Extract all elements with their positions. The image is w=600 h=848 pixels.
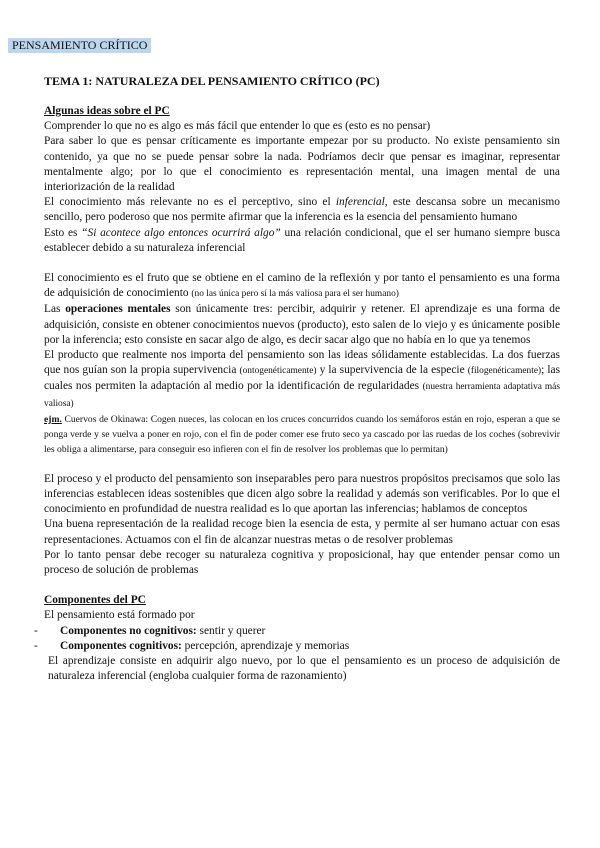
paragraph: El pensamiento está formado por [44, 609, 195, 622]
emphasis: inferencial [335, 196, 385, 209]
note: (no las única pero sí la más valiosa para el ser humano) [191, 289, 399, 300]
section-heading-ideas: Algunas ideas sobre el PC [44, 105, 170, 117]
list-item: - Componentes no cognitivos: sentir y querer [44, 624, 560, 639]
list-item: - Componentes cognitivos: percepción, aprendizaje y memorias [44, 639, 560, 654]
example-label: ejm. [44, 413, 62, 425]
paragraph: El proceso y el producto del pensamiento son inseparables pero para nuestros propósitos precisamos que solo las inferencias establecen ideas sostenibles que dicen algo sobre la realidad y además son verificables. Por lo que el conocimiento en profundidad de nuestra realidad es lo que aportan las inferencias; hablamos de conceptos [44, 472, 560, 516]
paragraph: Comprender lo que no es algo es más fácil que entender lo que es (esto es no pensar) [44, 120, 431, 133]
components-list [44, 624, 560, 654]
paragraph: Una buena representación de la realidad recoge bien la esencia de esta, y permite al ser humano actuar con esas representaciones. Actuamos con el fin de alcanzar nuestras metas o de resolver problemas [44, 518, 560, 546]
note: (filogenéticamente) [467, 366, 542, 377]
note: (nuestra herramienta adaptativa más valiosa) [44, 382, 560, 409]
note: (ontogenéticamente) [239, 366, 317, 377]
header-label: PENSAMIENTO CRÍTICO [8, 38, 151, 53]
paragraph: Por lo tanto pensar debe recoger su naturaleza cognitiva y proposicional, hay que entender pensar como un proceso de solución de problemas [44, 548, 560, 577]
document-body [44, 74, 560, 685]
paragraph: El conocimiento más relevante no es el perceptivo, sino el inferencial, este descansa sobre un mecanismo sencillo, pero poderoso que nos permite afirmar que la inferencia es la esencia del pensamiento humano [44, 196, 560, 224]
paragraph: El producto que realmente nos importa del pensamiento son las ideas sólidamente establecidas. La dos fuerzas que nos guían son la propia supervivencia (ontogenéticamente) y la supervivencia de la especie (filogenéticamente); las cuales nos permiten la adaptación al medio por la identificación de regularidades (nuestra herramienta adaptativa más valiosa) [44, 349, 560, 409]
paragraph: El conocimiento es el fruto que se obtiene en el camino de la reflexión y por tanto el pensamiento es una forma de adquisición de conocimiento (no las única pero sí la más valiosa para el ser humano) [44, 272, 560, 300]
section-heading-componentes: Componentes del PC [44, 594, 146, 607]
paragraph: Las operaciones mentales son únicamente tres: percibir, adquirir y retener. El aprendizaje es una forma de adquisición, consiste en obtener conocimientos nuevos (producto), esto salen de lo viejo y es únicamente posible por la inferencia; esto consiste en sacar algo de algo, es decir sacar algo que no había en lo que ya tenemos [44, 303, 561, 346]
paragraph: El aprendizaje consiste en adquirir algo nuevo, por lo que el pensamiento es un proceso de adquisición de naturaleza inferencial (engloba cualquier forma de razonamiento) [48, 655, 560, 683]
paragraph: Para saber lo que es pensar críticamente es importante empezar por su producto. No existe pensamiento sin contenido, ya que no se puede pensar sobre la nada. Podríamos decir que pensar es imaginar, representar mentalmente algo; por lo que el conocimiento es representación mental, una imagen mental de una interiorización de la realidad [44, 135, 560, 194]
bold-term: operaciones mentales [65, 303, 171, 316]
document-title: TEMA 1: NATURALEZA DEL PENSAMIENTO CRÍTICO (PC) [44, 74, 380, 88]
quote: “Si acontece algo entonces ocurrirá algo” [81, 226, 281, 239]
example-paragraph: ejm. Cuervos de Okinawa: Cogen nueces, las colocan en los cruces concurridos cuando los semáforos están en rojo, esperan a que se ponga verde y se vuelva a poner en rojo, con el fin de poder comer ese fruto seco ya cascado por las ruedas de los coches (sobrevivir les obliga a alimentarse, para conseguir eso infieren con el fin de resolver los problemas que lo permitan) [44, 413, 560, 455]
paragraph: Esto es “Si acontece algo entonces ocurrirá algo” una relación condicional, que el ser humano siempre busca establecer debido a su naturaleza inferencial [44, 226, 561, 254]
